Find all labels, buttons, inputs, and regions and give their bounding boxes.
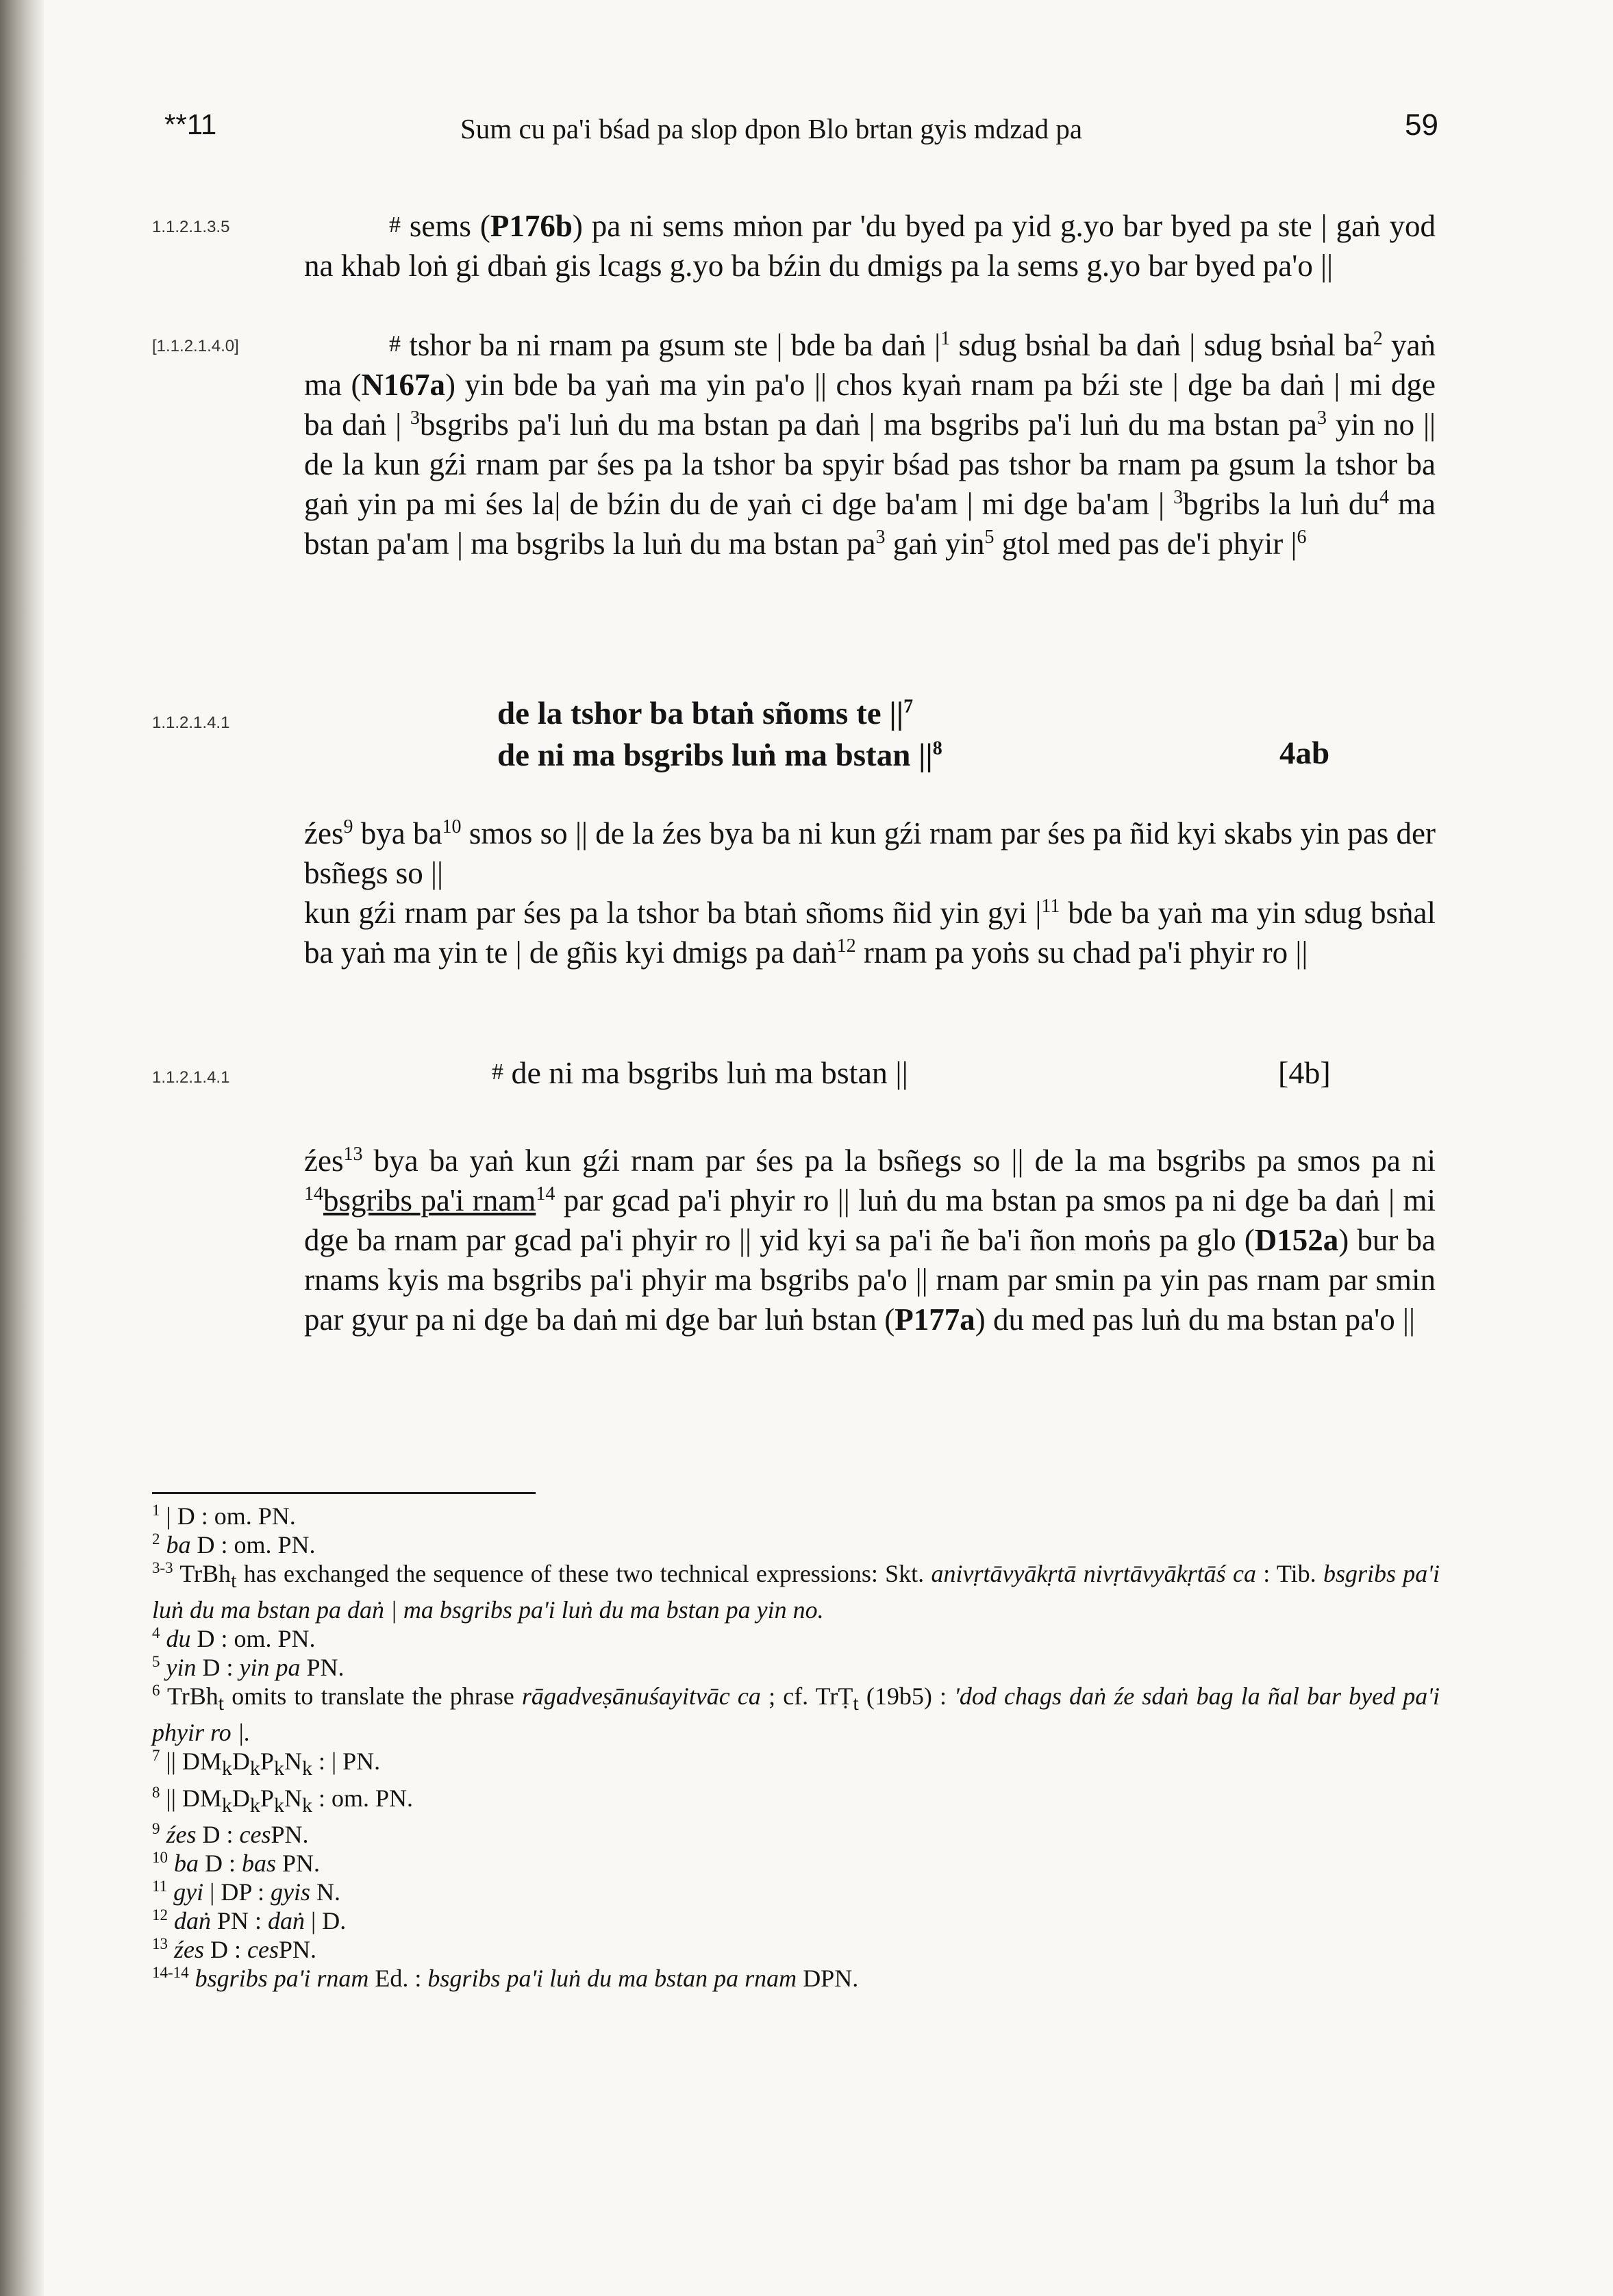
footnote-ref: 11 [1041,896,1060,917]
footnote-5: $^5$ yin D : yin pa PN. [152,1653,345,1682]
verse-reference: [4b] [1278,1055,1331,1090]
footnote-6: $^6$ TrBh$_t$ omits to translate the phrase rāgadveṣānuśayitvāc ca ; cf. TrṬ$_t$ (19b5) : 'dod chags daṅ źe sdaṅ bag la ñal bar byed pa'i phyir ro |. [152,1682,1440,1747]
footnote-11: $^{11}$ gyi | DP : gyis N. [152,1877,341,1906]
footnote-7: $^7$ || $DM_kD_kP_kN_k$ : | PN. [152,1747,381,1780]
footnote-ref: 13 [343,1144,363,1165]
footnote-8: $^8$ || $DM_kD_kP_kN_k$ : om. PN. [152,1783,413,1817]
folio-ref: P177a [895,1302,975,1337]
page-number: 59 [1405,108,1438,142]
footnote-13: $^{13}$ źes D : cesPN. [152,1934,316,1963]
underlined-phrase: bsgribs pa'i rnam [323,1183,536,1218]
footnote-divider [152,1492,536,1494]
footnotes [152,1502,1440,1993]
folio-ref: D152a [1254,1223,1339,1257]
quoted-verse: # de ni ma bsgribs luṅ ma bstan || [492,1055,908,1090]
section-number: 1.1.2.1.4.1 [152,1068,230,1087]
footnote-ref: 2 [1373,328,1383,349]
footnote-ref: 9 [343,816,353,837]
footnote-ref: 3 [875,527,886,548]
paragraph-tshor: # tshor ba ni rnam pa gsum ste | bde ba daṅ $|^1$ sdug bsṅal ba daṅ | sdug bsṅal $ba^2$ yaṅ ma (N167a) yin bde ba yaṅ ma yin pa'o || chos kyaṅ rnam pa bźi ste | dge ba daṅ | mi dge ba daṅ | $^3$bsgribs pa'i luṅ du ma bstan pa daṅ | ma bsgribs pa'i luṅ du ma bstan $pa^3$ yin no || de la kun gźi rnam par śes pa la tshor ba spyir bśad pas tshor ba rnam pa gsum la tshor ba gaṅ yin pa mi śes la| de bźin du de yaṅ ci dge ba'am | mi dge ba'am | $^3$bgribs la luṅ $du^4$ ma bstan pa'am | ma bsgribs la luṅ du ma bstan $pa^3$ gaṅ yin$^5$ gtol med pas de'i phyir $|^6$ [304,328,1436,561]
footnote-ref: 6 [1297,527,1307,548]
folio-ref: N167a [361,368,446,402]
footnote-12: $^{12}$ daṅ PN : daṅ | D. [152,1906,347,1934]
footnote-ref: 12 [836,935,856,957]
section-number: 1.1.2.1.3.5 [152,218,230,236]
paragraph-zes-2: źes$^{13}$ bya ba yaṅ kun gźi rnam par śes pa la bsñegs so || de la ma bsgribs pa smos pa ni $^{14}$bsgribs pa'i rnam$^{14}$ par gcad pa'i phyir ro || luṅ du ma bstan pa smos pa ni dge ba daṅ | mi dge ba rnam par gcad pa'i phyir ro || yid kyi sa pa'i ñe ba'i ñon moṅs pa glo (D152a) bur ba rnams kyis ma bsgribs pa'i phyir ma bsgribs pa'o || rnam par smin pa yin pas rnam par smin par gyur pa ni dge ba daṅ mi dge bar luṅ bstan (P177a) du med pas luṅ du ma bstan pa'o || [304,1144,1436,1337]
footnote-10: $^{10}$ ba D : bas PN. [152,1848,321,1877]
paragraph-zes-1: źes$^9$ bya $ba^{10}$ smos so || de la źes bya ba ni kun gźi rnam par śes pa ñid kyi skabs yin pas der bsñegs so || [304,816,1436,890]
footnote-14: $^{14-14}$ bsgribs pa'i rnam Ed. : bsgribs pa'i luṅ du ma bstan pa rnam DPN. [152,1963,859,1992]
footnote-ref: 14 [536,1183,555,1204]
footnote-ref: 7 [903,696,914,718]
footnote-ref: 8 [932,737,942,759]
footnote-ref: 4 [1379,487,1389,508]
footnote-ref: 1 [940,328,951,349]
footnote-ref: 3 [1173,487,1184,508]
page-id: **11 [164,108,217,140]
section-number: [1.1.2.1.4.0] [152,337,239,355]
folio-ref: P176b [490,209,573,243]
footnote-ref: 3 [1317,407,1327,429]
verse-reference: 4ab [1279,735,1330,771]
paragraph-kun-gzi: kun gźi rnam par śes pa la tshor ba btaṅ sñoms ñid yin gyi $|^{11}$ bde ba yaṅ ma yin sdug bsṅal ba yaṅ ma yin te | de gñis kyi dmigs pa daṅ$^{12}$ rnam pa yoṅs su chad pa'i phyir ro || [304,896,1436,970]
footnote-1: $^1$ | D : om. PN. [152,1502,296,1530]
footnote-9: $^9$ źes D : cesPN. [152,1819,309,1848]
running-title: Sum cu pa'i bśad pa slop dpon Blo brtan gyis mdzad pa [460,113,1083,144]
footnote-ref: 3 [410,407,420,429]
hash-mark: # [389,212,401,238]
page-header [164,108,1438,163]
footnote-3: $^{3-3}$ TrBh$_t$ has exchanged the sequence of these two technical expressions: Skt. anivṛtāvyākṛtā nivṛtāvyākṛtāś ca : Tib. bsgribs pa'i luṅ du ma bstan pa daṅ | ma bsgribs pa'i luṅ du ma bstan pa yin no. [152,1559,1440,1624]
verse-line-2: de ni ma bsgribs luṅ ma bstan $||^8$ [497,737,942,773]
footnote-ref: 10 [442,816,462,837]
footnote-ref: 5 [984,527,995,548]
paragraph-sems: # sems (P176b) pa ni sems mṅon par 'du byed pa yid g.yo bar byed pa ste | gaṅ yod na khab loṅ gi dbaṅ gis lcags g.yo ba bźin du dmigs pa la sems g.yo bar byed pa'o || [304,209,1436,283]
footnote-4: $^4$ du D : om. PN. [152,1624,316,1653]
hash-mark: # [492,1059,503,1085]
hash-mark: # [389,331,401,357]
footnote-ref: 14 [304,1183,323,1204]
footnote-2: $^2$ ba D : om. PN. [152,1530,316,1559]
book-spine-shadow [0,0,44,2296]
section-number: 1.1.2.1.4.1 [152,714,230,732]
verse-block [497,693,942,777]
verse-line-1: de la tshor ba btaṅ sñoms te $||^7$ [497,696,914,731]
